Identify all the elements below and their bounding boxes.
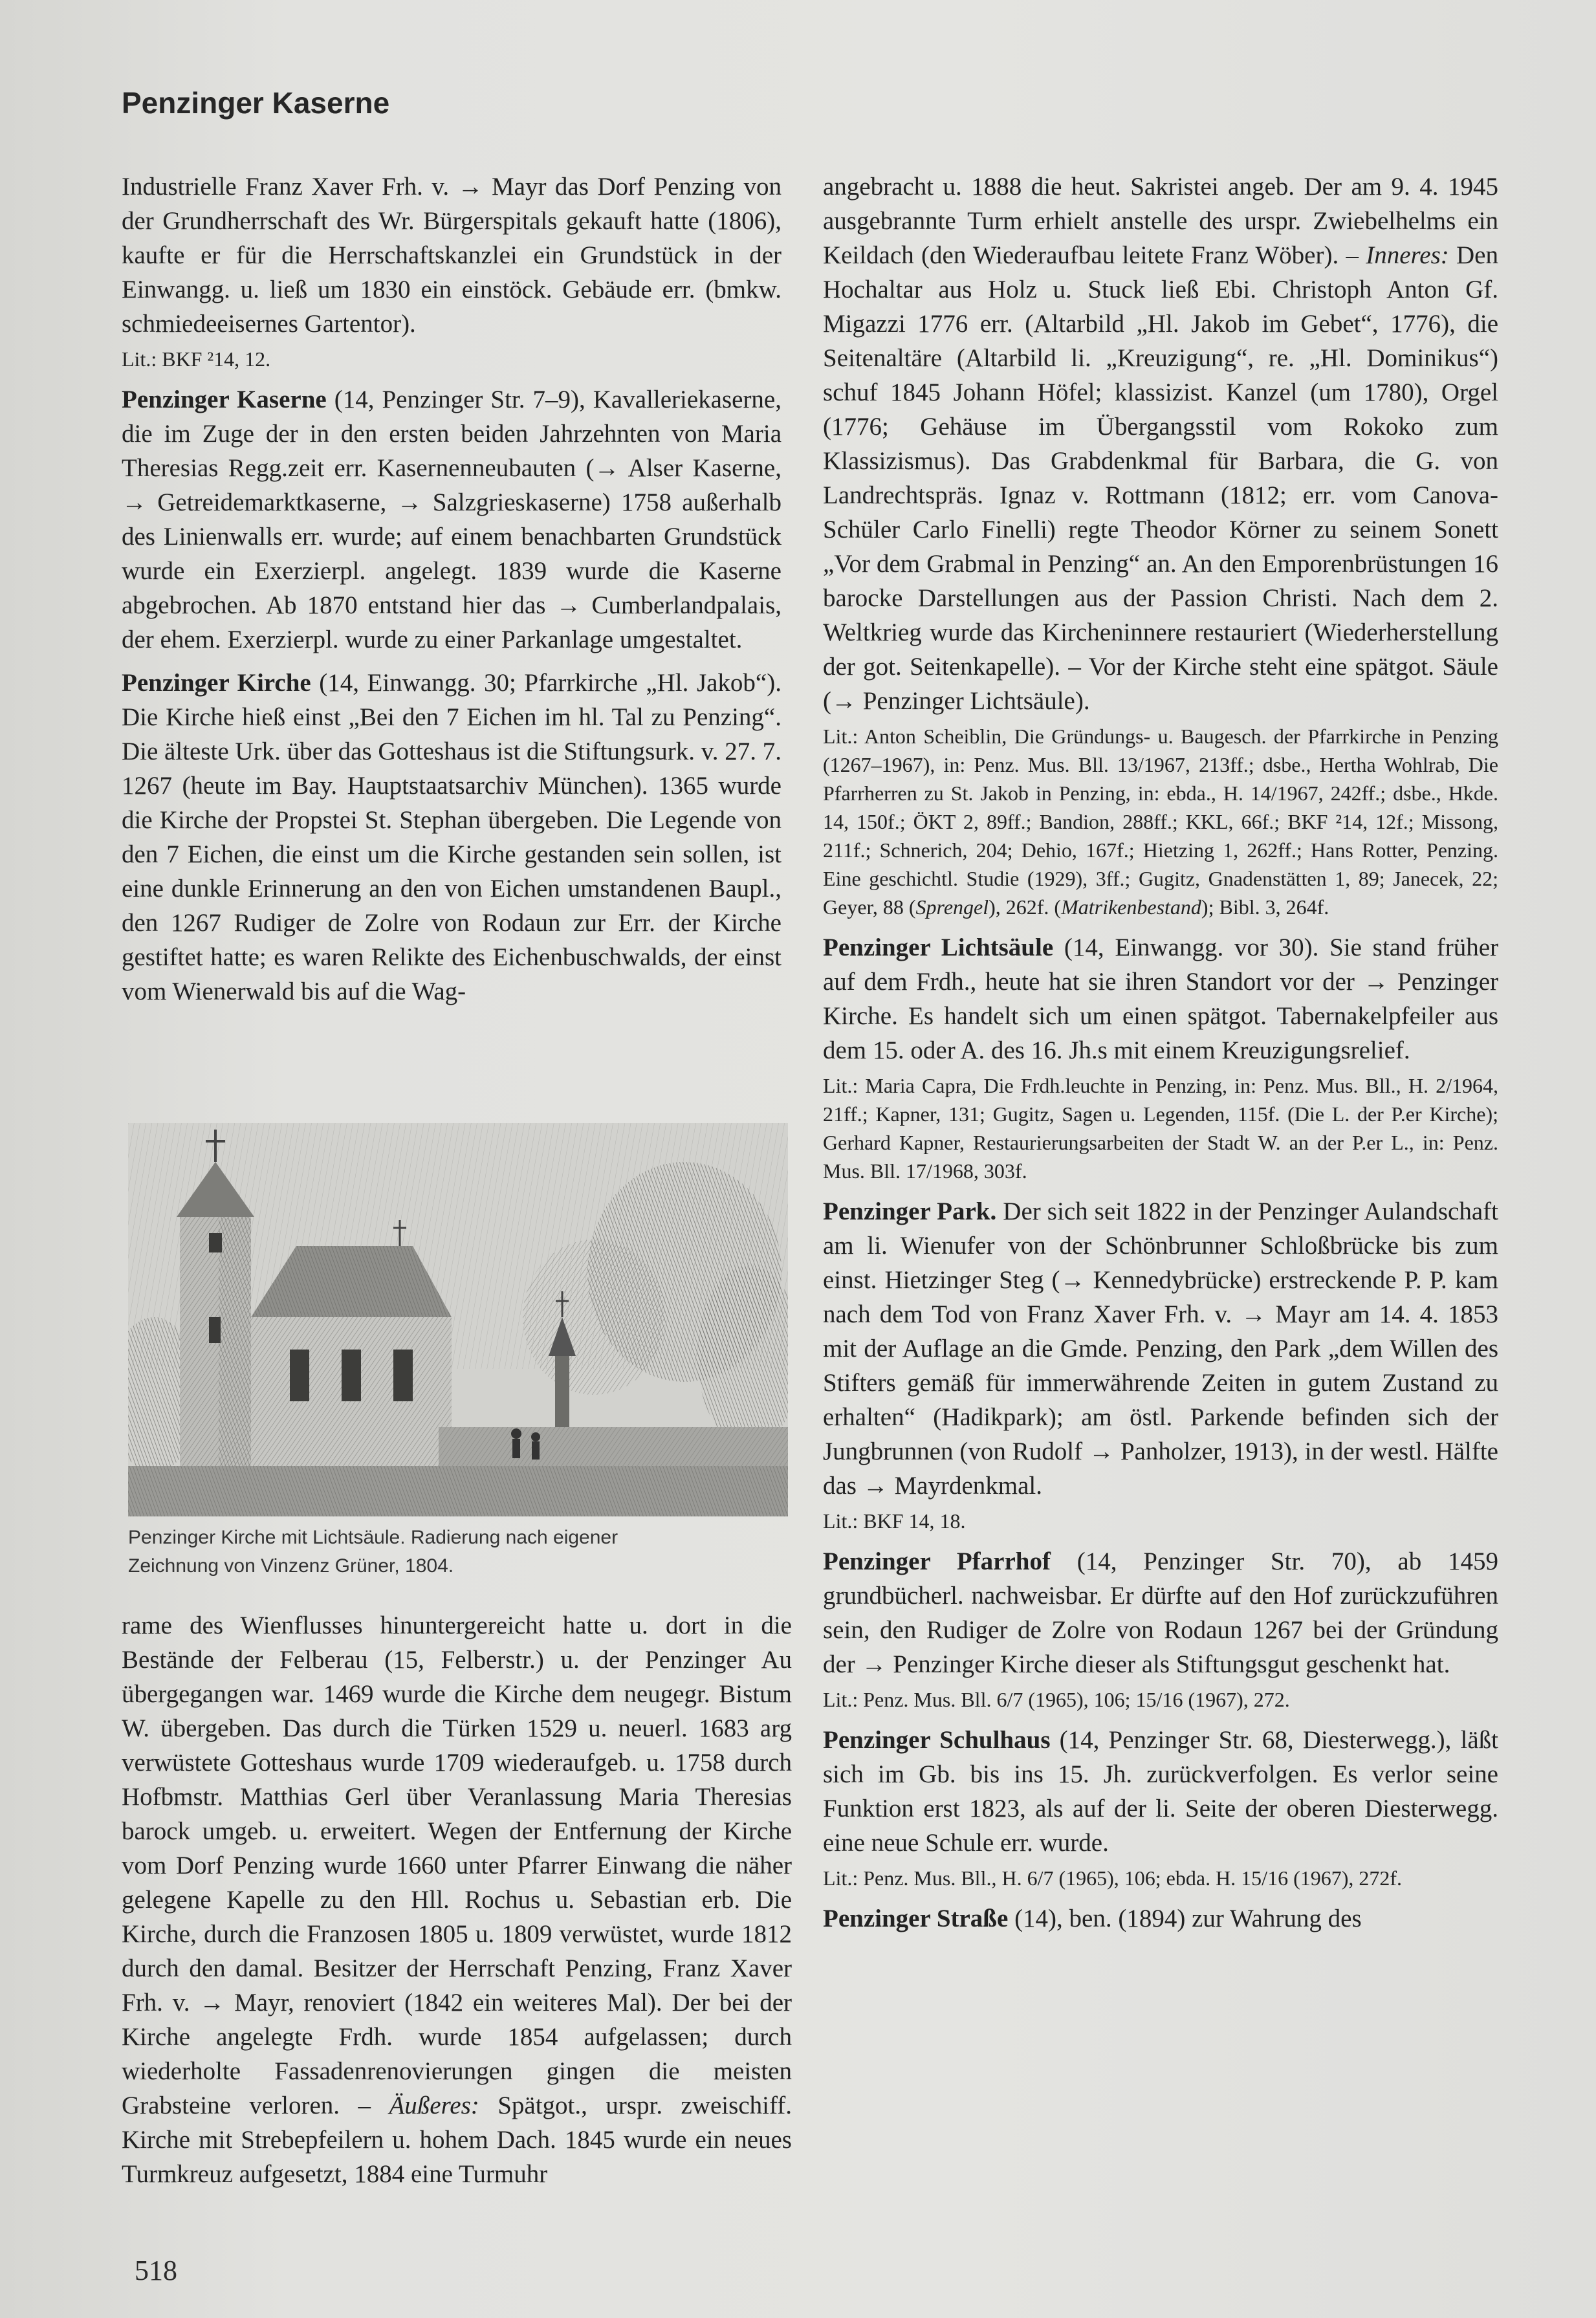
entry-text: Spätgot., urspr. zweischiff. Kirche mit Strebepfeilern u. hohem Dach. 1845 wurde ein neues Turmkreuz aufgesetzt, 1884 eine Turmuhr <box>122 2092 792 2188</box>
entry-text: (14, Penzinger Str. 7–9), Kavalleriekaserne, die im Zuge der in den ersten beiden Jahrzehnten von Maria Theresias Regg.zeit err. Kasernenneubauten (→ Alser Kaserne, → Getreidemarktkaserne, → Salzgrieskaserne) 1758 außerhalb des Linienwalls err. wurde; auf einem benachbarten Grundstück wurde ein Exerzierpl. angelegt. 1839 wurde die Kaserne abgebrochen. Ab 1870 entstand hier das → Cumberlandpalais, der ehem. Exerzierpl. wurde zu einer Parkanlage umgestaltet. <box>122 386 782 653</box>
entry-penzinger-kirche <box>122 666 782 1009</box>
left-column-continuation <box>122 1608 792 2191</box>
kirche-literature <box>823 722 1498 921</box>
caption-line: Penzinger Kirche mit Lichtsäule. Radierung nach eigener <box>128 1527 618 1548</box>
church-etching-illustration <box>128 1123 788 1516</box>
lichtsaeule-literature: Lit.: Maria Capra, Die Frdh.leuchte in Penzing, in: Penz. Mus. Bll., H. 2/1964, 21ff.; Kapner, 131; Gugitz, Sagen u. Legenden, 115f. (Die L. der P.er Kirche); Gerhard Kapner, Restaurierungsarbeiten der Stadt W. an der P.er L., in: Penz. Mus. Bll. 17/1968, 303f. <box>823 1074 1498 1183</box>
entry-text: rame des Wienflusses hinuntergereicht hatte u. dort in die Bestände der Felberau (15, Felberstr.) u. der Penzinger Au übergegangen war. 1469 wurde die Kirche dem neugegr. Bistum W. übergeben. Das durch die Türken 1529 u. neuerl. 1683 arg verwüstete Gotteshaus wurde 1709 wiederaufgeb. u. 1758 durch Hofbmstr. Matthias Gerl über Veranlassung Maria Theresias barock umgeb. u. erweitert. Wegen der Entfernung der Kirche vom Dorf Penzing wurde 1660 unter Pfarrer Einwang die näher gelegene Kapelle zu den Hll. Rochus u. Sebastian erb. Die Kirche, durch die Franzosen 1805 u. 1809 verwüstet, wurde 1812 durch den damal. Besitzer der Herrschaft Penzing, Franz Xaver Frh. v. → Mayr, renoviert (1842 ein weiteres Mal). Der bei der Kirche angelegte Frdh. wurde 1854 aufgelassen; durch wiederholte Fassadenrenovierungen gingen die meisten Grabsteine verloren. – <box>122 1612 792 2119</box>
entry-continuation <box>122 1608 792 2191</box>
entry-text: (14, Penzinger Str. 68, Diesterwegg.), läßt sich im Gb. bis ins 15. Jh. zurückverfolgen. Es verlor seine Funktion erst 1823, als auf der li. Seite der oberen Diesterwegg. eine neue Schule err. wurde. <box>823 1726 1498 1857</box>
entry-penzinger-park <box>823 1194 1498 1503</box>
figure-caption <box>128 1524 788 1580</box>
entry-penzinger-kaserne <box>122 382 782 657</box>
entry-term: Penzinger Lichtsäule <box>823 934 1054 961</box>
entry-term: Penzinger Schulhaus <box>823 1726 1051 1754</box>
left-column <box>122 169 782 1009</box>
page-header-title: Penzinger Kaserne <box>122 86 390 120</box>
lit-text: Lit.: Anton Scheiblin, Die Gründungs- u. Baugesch. der Pfarrkirche in Penzing (1267–1967), in: Penz. Mus. Bll. 13/1967, 213ff.; dsbe., Hertha Wohlrab, Die Pfarrherren zu St. Jakob in Penzing, in: ebda., H. 14/1967, 242ff.; dsbe., Hkde. 14, 150f.; ÖKT 2, 89ff.; Bandion, 288ff.; KKL, 66f.; BKF ²14, 12f.; Missong, 211f.; Schnerich, 204; Dehio, 167f.; Hietzing 1, 262ff.; Hans Rotter, Penzing. Eine geschichtl. Studie (1929), 3ff.; Gugitz, Gnadenstätten 1, 89; Janecek, 22; Geyer, 88 ( <box>823 725 1498 919</box>
pfarrhof-literature: Lit.: Penz. Mus. Bll. 6/7 (1965), 106; 15/16 (1967), 272. <box>823 1688 1290 1711</box>
entry-text: (14, Einwangg. 30; Pfarrkirche „Hl. Jakob“). Die Kirche hieß einst „Bei den 7 Eichen im hl. Tal zu Penzing“. Die älteste Urk. über das Gotteshaus ist die Stiftungsurk. v. 27. 7. 1267 (heute im Bay. Hauptstaatsarchiv München). 1365 wurde die Kirche der Propstei St. Stephan übergeben. Die Legende von den 7 Eichen, die einst um die Kirche gestanden sein sollen, ist eine dunkle Erinnerung an den von Eichen umstandenen Baupl., den 1267 Rudiger de Zolre von Rodaun zur Err. der Kirche gestiftet hatte; es waren Relikte des Eichenbuschwalds, der einst vom Wienerwald bis auf die Wag- <box>122 669 782 1005</box>
entry-penzinger-strasse <box>823 1901 1498 1936</box>
intro-literature: Lit.: BKF ²14, 12. <box>122 347 271 371</box>
entry-continuation <box>823 169 1498 718</box>
park-literature: Lit.: BKF 14, 18. <box>823 1509 966 1533</box>
entry-term: Penzinger Kaserne <box>122 386 327 413</box>
lit-text: ); Bibl. 3, 264f. <box>1201 895 1329 919</box>
entry-text: angebracht u. 1888 die heut. Sakristei angeb. Der am 9. 4. 1945 ausgebrannte Turm erhielt anstelle des urspr. Zwiebelhelms ein Keildach (den Wiederaufbau leitete Franz Wöber). – <box>823 173 1498 269</box>
section-label-inneres: Inneres: <box>1366 241 1449 269</box>
lit-text: ), 262f. ( <box>989 895 1062 919</box>
entry-term: Penzinger Pfarrhof <box>823 1547 1051 1575</box>
page-number: 518 <box>135 2255 177 2286</box>
entry-text: (14, Penzinger Str. 70), ab 1459 grundbücherl. nachweisbar. Er dürfte auf den Hof zurückzuführen sein, den Rudiger de Zolre von Rodaun 1267 bei der Gründung der → Penzinger Kirche dieser als Stiftungsgut geschenkt hat. <box>823 1547 1498 1678</box>
entry-term: Penzinger Park. <box>823 1197 997 1225</box>
schulhaus-literature: Lit.: Penz. Mus. Bll., H. 6/7 (1965), 106; ebda. H. 15/16 (1967), 272f. <box>823 1866 1403 1890</box>
right-column <box>823 169 1498 1936</box>
intro-paragraph: Industrielle Franz Xaver Frh. v. → Mayr das Dorf Penzing von der Grundherrschaft des Wr. Bürgerspitals gekauft hatte (1806), kaufte er für die Herrschaftskanzlei ein Grundstück in der Einwangg. u. ließ um 1830 ein einstöck. Gebäude err. (bmkw. schmiedeeisernes Gartentor). <box>122 173 782 338</box>
section-label-aeusseres: Äußeres: <box>389 2092 479 2119</box>
entry-text: (14), ben. (1894) zur Wahrung des <box>1008 1905 1362 1932</box>
entry-text: Den Hochaltar aus Holz u. Stuck ließ Ebi. Christoph Anton Gf. Migazzi 1776 err. (Altarbild „Hl. Jakob im Gebet“, 1776), die Seitenaltäre (Altarbild li. „Kreuzigung“, re. „Hl. Dominikus“) schuf 1845 Johann Höfel; klassizist. Kanzel (um 1780), Orgel (1776; Gehäuse im Übergangsstil vom Rokoko zum Klassizismus). Das Grabdenkmal für Barbara, die G. von Landrechtspräs. Ignaz v. Rottmann (1812; err. vom Canova-Schüler Carlo Finelli) regte Theodor Körner zu seinem Sonett „Vor dem Grabmal in Penzing“ an. An den Emporenbrüstungen 16 barocke Darstellungen aus der Passion Christi. Nach dem 2. Weltkrieg wurde das Kircheninnere restauriert (Wiederherstellung der got. Seitenkapelle). – Vor der Kirche steht eine spätgot. Säule (→ Penzinger Lichtsäule). <box>823 241 1498 715</box>
entry-penzinger-pfarrhof <box>823 1544 1498 1681</box>
entry-term: Penzinger Kirche <box>122 669 311 697</box>
lit-italic: Matrikenbestand <box>1061 895 1201 919</box>
entry-penzinger-lichtsaeule <box>823 930 1498 1067</box>
entry-term: Penzinger Straße <box>823 1905 1009 1932</box>
caption-line: Zeichnung von Vinzenz Grüner, 1804. <box>128 1555 454 1577</box>
church-etching-image <box>128 1123 788 1516</box>
entry-text: (14, Einwangg. vor 30). Sie stand früher auf dem Frdh., heute hat sie ihren Standort vor der → Penzinger Kirche. Es handelt sich um einen spätgot. Tabernakelpfeiler aus dem 15. oder A. des 16. Jh.s mit einem Kreuzigungsrelief. <box>823 934 1499 1064</box>
entry-text: Der sich seit 1822 in der Penzinger Aulandschaft am li. Wienufer von der Schönbrunner Schloßbrücke bis zum einst. Hietzinger Steg (→ Kennedybrücke) erstreckende P. P. kam nach dem Tod von Franz Xaver Frh. v. → Mayr am 14. 4. 1853 mit der Auflage an die Gmde. Penzing, den Park „dem Willen des Stifters gemäß für immerwährende Zeiten in gutem Zustand zu erhalten“ (Hadikpark); am östl. Parkende befinden sich der Jungbrunnen (von Rudolf → Panholzer, 1913), in der westl. Hälfte das → Mayrdenkmal. <box>823 1197 1499 1500</box>
lit-italic: Sprengel <box>915 895 989 919</box>
entry-penzinger-schulhaus <box>823 1723 1498 1860</box>
